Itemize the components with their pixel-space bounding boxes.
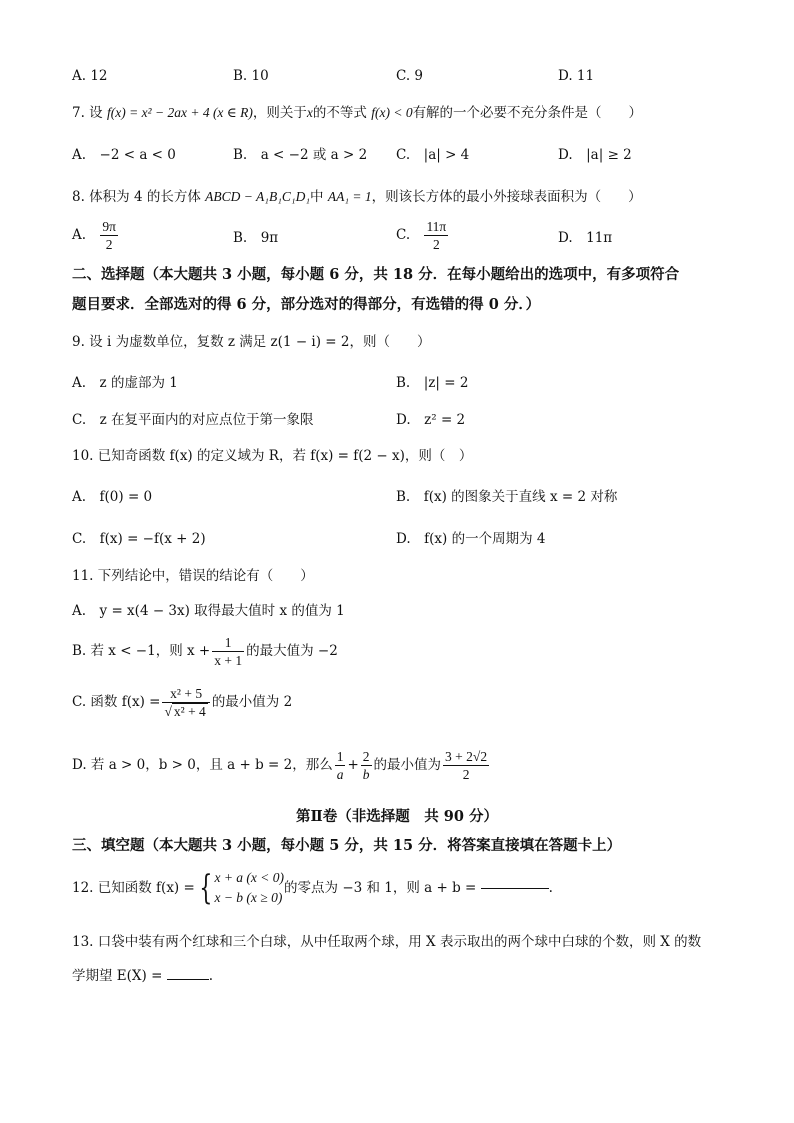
fraction-numerator: 3 + 2√2 <box>445 749 488 764</box>
fraction-denominator: a <box>336 767 344 782</box>
q8-option-d: D. 11π <box>558 230 613 246</box>
q7-inequality: f(x) < 0 <box>371 105 413 120</box>
q7-option-c: C. |a| > 4 <box>396 147 470 163</box>
q11-option-d-fraction1 <box>335 748 346 783</box>
q10-stem: 10. 已知奇函数 f(x) 的定义域为 R，若 f(x) = f(2 − x)，则（ ） <box>72 448 473 464</box>
q11-option-d-pre: D. 若 a > 0，b > 0，且 a + b = 2，那么 <box>72 757 333 773</box>
q10-option-d: D. f(x) 的一个周期为 4 <box>396 531 546 547</box>
fraction-denominator: 2 <box>462 767 470 782</box>
plus-sign: + <box>347 757 359 773</box>
q8-option-a-label: A. <box>72 227 87 243</box>
q11-option-c-post: 的最小值为 2 <box>211 694 293 710</box>
q11-stem: 11. 下列结论中，错误的结论有（ ） <box>72 568 314 584</box>
q8-stem-mid: 中 <box>310 189 324 205</box>
q10-option-b: B. f(x) 的图象关于直线 x = 2 对称 <box>396 489 618 505</box>
fraction-denominator: √ x² + 4 <box>164 704 206 719</box>
section2-heading-line1: 二、选择题（本大题共 3 小题，每小题 6 分，共 18 分．在每小题给出的选项中，有多项符合 <box>72 266 680 283</box>
q10-option-c: C. f(x) = −f(x + 2) <box>72 531 206 547</box>
q11-option-c-pre: C. 函数 f(x) = <box>72 694 161 710</box>
q6-option-d: D. 11 <box>558 68 595 84</box>
q8-option-a <box>72 218 120 253</box>
q7-stem <box>72 103 642 123</box>
q8-stem-post: ，则该长方体的最小外接球表面积为（ ） <box>371 189 642 205</box>
q12-stem <box>72 868 553 908</box>
q11-option-d-answer-fraction <box>443 748 489 783</box>
q9-option-b: B. |z| = 2 <box>396 375 469 391</box>
q7-variable: x <box>306 105 313 120</box>
q8-option-a-fraction <box>100 218 118 253</box>
q8-stem-pre: 8. 体积为 4 的长方体 <box>72 189 201 205</box>
q10-option-a: A. f(0) = 0 <box>72 489 153 505</box>
q13-line2-pre: 学期望 E(X) = <box>72 968 163 984</box>
q11-option-c <box>72 685 292 720</box>
q7-stem-mid2: 的不等式 <box>312 105 367 121</box>
q11-option-b-post: 的最大值为 −2 <box>246 643 338 659</box>
fraction-numerator: 2 <box>362 749 370 764</box>
q11-option-b-fraction <box>212 634 244 669</box>
q12-case2: x − b (x ≥ 0) <box>214 890 283 905</box>
fraction-denominator: b <box>362 767 370 782</box>
q7-stem-mid: ，则关于 <box>252 105 307 121</box>
q11-option-b <box>72 634 338 669</box>
q12-case1: x + a (x < 0) <box>214 870 285 885</box>
q11-option-d <box>72 748 491 783</box>
q11-option-d-fraction2 <box>361 748 372 783</box>
q13-answer-blank[interactable] <box>167 978 209 980</box>
fraction-numerator: 11π <box>426 219 447 234</box>
fraction-numerator: 1 <box>212 634 244 652</box>
fraction-numerator: 9π <box>102 219 116 234</box>
q7-function: f(x) = x² − 2ax + 4 (x ∈ R) <box>106 105 253 120</box>
fraction-denominator: 2 <box>105 237 113 252</box>
q9-option-d: D. z² = 2 <box>396 412 466 428</box>
q7-option-b: B. a < −2 或 a > 2 <box>233 147 368 163</box>
section2-heading-line2: 题目要求．全部选对的得 6 分，部分选对的得部分，有选错的得 0 分．） <box>72 296 541 313</box>
q13-line1: 13. 口袋中装有两个红球和三个白球，从中任取两个球，用 X 表示取出的两个球中白球的个数，则 X 的数 <box>72 934 702 950</box>
q11-option-d-mid: 的最小值为 <box>373 757 442 773</box>
q12-piecewise-cases <box>214 868 284 908</box>
q7-option-a: A. −2 < a < 0 <box>72 147 176 163</box>
fraction-denominator: x + 1 <box>214 653 243 668</box>
fraction-numerator: x² + 5 <box>162 685 209 703</box>
q12-answer-blank[interactable] <box>481 887 549 889</box>
q6-option-a: A. 12 <box>72 68 108 84</box>
q7-stem-pre: 7. 设 <box>72 105 103 121</box>
q12-stem-post: 的零点为 −3 和 1，则 a + b = <box>284 880 477 896</box>
q8-solid: ABCD − A₁B₁C₁D₁ <box>205 189 311 204</box>
q7-stem-post: 有解的一个必要不充分条件是（ ） <box>412 105 643 121</box>
q12-end: . <box>548 880 553 896</box>
fraction-numerator: 1 <box>336 749 344 764</box>
q8-condition: AA₁ = 1 <box>327 189 372 204</box>
q7-option-d: D. |a| ≥ 2 <box>558 147 632 163</box>
q11-option-b-pre: B. 若 x < −1，则 x + <box>72 643 211 659</box>
q8-option-c <box>396 218 450 253</box>
q9-option-c: C. z 在复平面内的对应点位于第一象限 <box>72 412 314 428</box>
q9-stem: 9. 设 i 为虚数单位，复数 z 满足 z(1 − i) = 2，则（ ） <box>72 334 431 350</box>
q9-option-a: A. z 的虚部为 1 <box>72 375 178 391</box>
q6-option-b: B. 10 <box>233 68 269 84</box>
q13-line2 <box>72 966 213 986</box>
sqrt-radicand: x² + 4 <box>173 704 206 719</box>
q11-option-a: A. y = x(4 − 3x) 取得最大值时 x 的值为 1 <box>72 603 345 619</box>
section3-heading: 三、填空题（本大题共 3 小题，每小题 5 分，共 15 分．将答案直接填在答题卡上） <box>72 837 622 854</box>
q13-end: . <box>208 968 213 984</box>
q11-option-c-fraction <box>162 685 209 720</box>
q12-stem-pre: 12. 已知函数 f(x) = <box>72 880 195 896</box>
left-brace-icon: { <box>199 868 213 908</box>
part2-title: 第Ⅱ卷（非选择题 共 90 分） <box>296 808 498 825</box>
q8-option-c-fraction <box>424 218 448 253</box>
q8-option-b: B. 9π <box>233 230 279 246</box>
fraction-denominator: 2 <box>432 237 440 252</box>
q8-stem <box>72 187 642 207</box>
q6-option-c: C. 9 <box>396 68 424 84</box>
q8-option-c-label: C. <box>396 227 411 243</box>
